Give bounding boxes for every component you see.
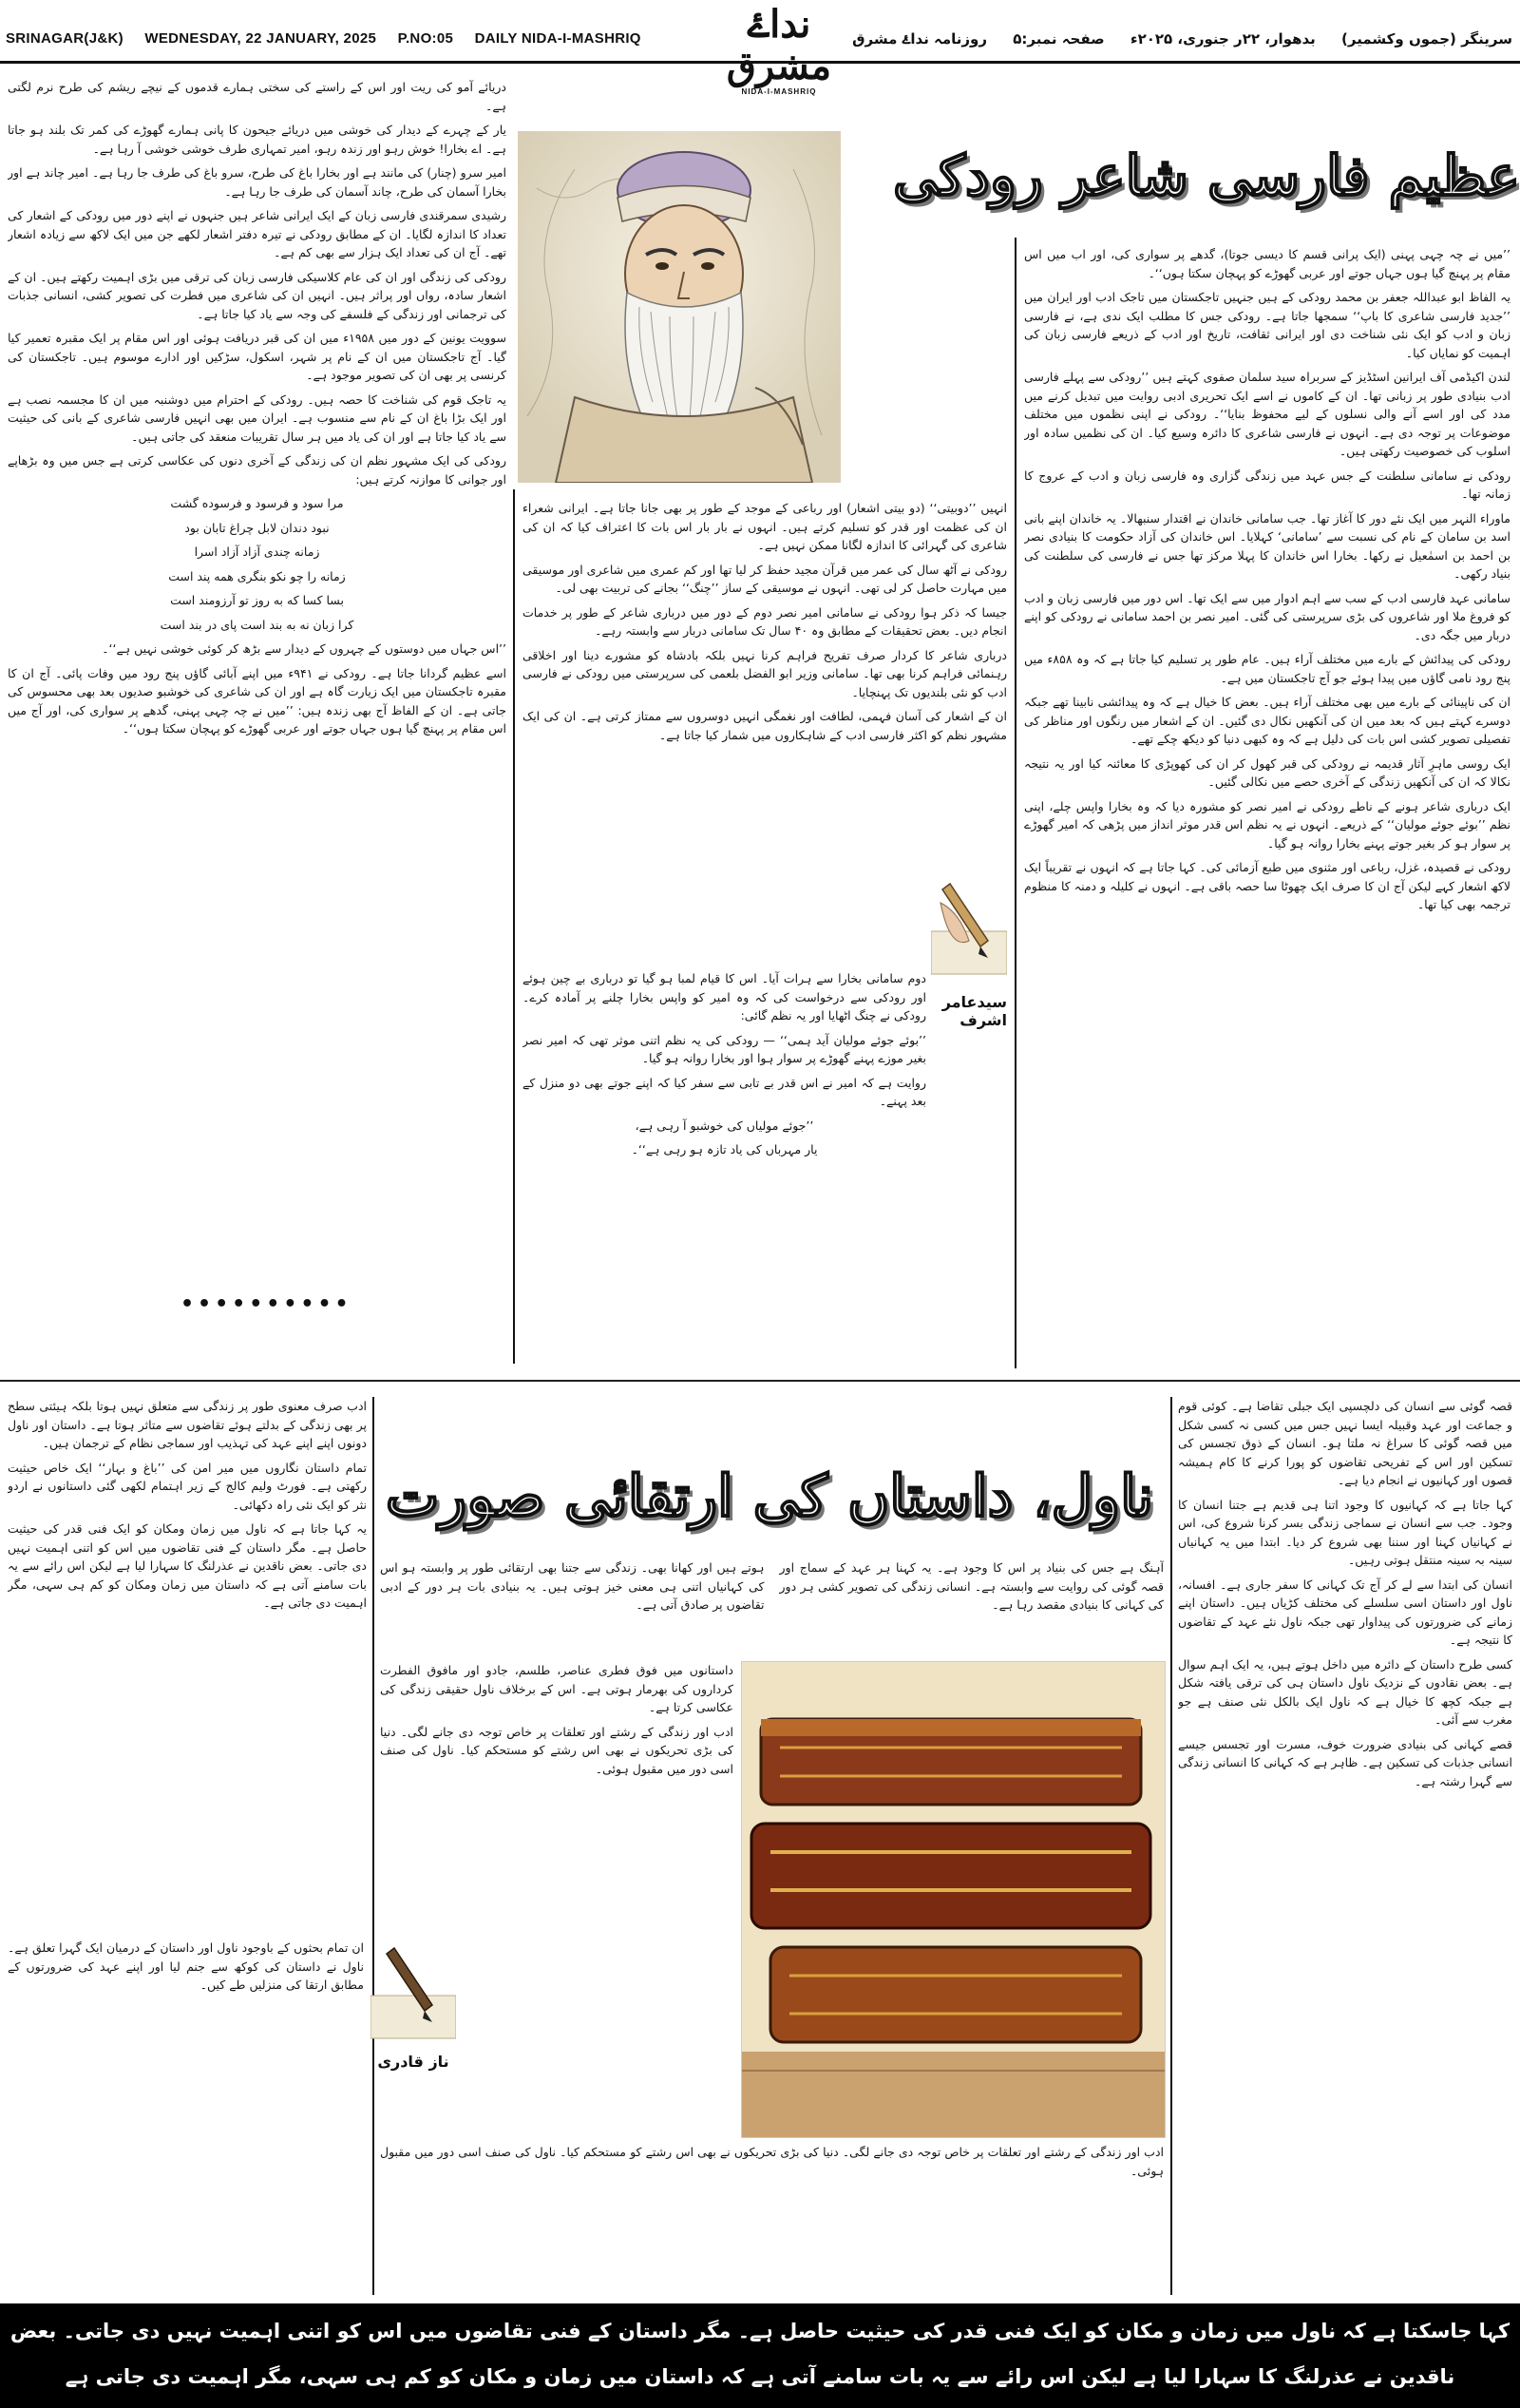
article1-author-byline: سیدعامر اشرف [941, 993, 1007, 1029]
old-books-illustration [742, 1662, 1165, 2137]
column-rule [513, 489, 515, 1364]
paragraph: یہ تاجک قوم کی شناخت کا حصہ ہیں۔ رودکی کے احترام میں دوشنبہ میں ان کا مجسمہ نصب ہے اور ایک بڑا باغ ان کے نام سے منسوب ہے۔ ایران میں بھی انہیں فارسی شاعری کے بانی کی حیثیت سے یاد کیا جاتا ہے اور ان کی یاد میں ہر سال تقریبات منعقد کی جاتی ہیں۔ [8, 392, 506, 444]
poem-line: مرا سود و فرسود و فرسوده گشت [170, 496, 344, 510]
pen-writing-icon [931, 874, 1007, 979]
bottom-pull-quote-banner [0, 2303, 1520, 2408]
paragraph: ادب اور زندگی کے رشتے اور تعلقات پر خاص توجہ دی جانے لگی۔ دنیا کی بڑی تحریکوں نے بھی اس رشتے کو مستحکم کیا۔ ناول کی صنف اسی دور میں مقبول ہوئی۔ [380, 2145, 1164, 2178]
paragraph: ادب اور زندگی کے رشتے اور تعلقات پر خاص توجہ دی جانے لگی۔ دنیا کی بڑی تحریکوں نے بھی اس رشتے کو مستحکم کیا۔ ناول کی صنف اسی دور میں مقبول ہوئی۔ [380, 1724, 733, 1776]
masthead-ur-paper: روزنامہ نداۓ مشرق [852, 30, 987, 48]
rudaki-portrait-image [518, 131, 841, 483]
article2-author-byline: ناز قادری [377, 2053, 449, 2071]
article1-column-right [1024, 245, 1510, 1366]
pen-writing-icon [370, 1939, 456, 2043]
article2-column-left [8, 1397, 367, 1929]
paragraph: روایت ہے کہ امیر نے اس قدر بے تابی سے سفر کیا کہ اپنے جوتے بھی دو منزل کے بعد پہنے۔ [522, 1075, 926, 1108]
article2-column-middle-bottom [380, 2143, 1164, 2295]
paragraph: یہ الفاظ ابو عبداللہ جعفر بن محمد رودکی کے ہیں جنہیں تاجکستان میں تاجک ادب اور ایران میں ’’جدید فارسی شاعری کا باپ‘‘ سمجھا جاتا ہے۔ رودکی جس کا مطلب ایک ندی ہے، نے فارسی زبان و ادب کو ایک نئی شناخت دی اور ایرانی ثقافت، تاریخ اور ادب کے ذریعے فارسی زبان کی اہمیت کو نمایاں کیا۔ [1024, 290, 1510, 360]
paragraph: رودکی نے آٹھ سال کی عمر میں قرآن مجید حفظ کر لیا تھا اور کم عمری میں شاعری اور موسیقی میں مہارت حاصل کر لی تھی۔ انہوں نے موسیقی کے ساز ’’چنگ‘‘ بجانے کی تربیت بھی لی۔ [522, 562, 1007, 595]
column-rule [1015, 238, 1016, 1368]
paragraph: رشیدی سمرقندی فارسی زبان کے ایک ایرانی شاعر ہیں جنہوں نے اپنے دور میں رودکی کے اشعار کی تعداد کا اندازہ لگایا۔ ان کے مطابق رودکی نے تیرہ دفتر اشعار لکھے جن میں ایک لاکھ سے زیادہ اشعار تھے۔ آج ان کی تعداد ایک ہزار سے بھی کم ہے۔ [8, 208, 506, 259]
paragraph: ان تمام بحثوں کے باوجود ناول اور داستان کے درمیان ایک گہرا تعلق ہے۔ ناول نے داستان کی کوکھ سے جنم لیا اور اپنے عہد کی ضرورتوں کے مطابق ارتقا کی منزلیں طے کیں۔ [8, 1940, 364, 1992]
paragraph: ہوتے ہیں اور کھانا بھی۔ زندگی سے جتنا بھی ارتقائی طور پر وابستہ ہو اس کی کہانیاں اتنی ہی معنی خیز ہوتی ہیں۔ یہ بنیادی بات ہر دور کے ادبی تقاضوں پر صادق آتی ہے۔ [380, 1560, 765, 1612]
masthead-ur-page: صفحہ نمبر:۵ [1013, 30, 1105, 48]
poem-line: یار مہرباں کی یاد تازہ ہو رہی ہے‘‘۔ [631, 1142, 818, 1156]
article2-column-middle-top [380, 1558, 1164, 1653]
masthead-ur-place: سرینگر (جموں وکشمیر) [1341, 30, 1512, 48]
paragraph: ادب صرف معنوی طور پر زندگی سے متعلق نہیں ہوتا بلکہ ہیئتی سطح پر بھی زندگی کے بدلتے ہوئے تقاضوں سے متاثر ہوتا ہے۔ داستان اور ناول دونوں اپنے اپنے عہد کی تہذیب اور سماجی نظام کے ترجمان ہیں۔ [8, 1399, 367, 1450]
poem-line: کرا زبان نه به بند است پای در بند است [160, 617, 354, 632]
section-divider [0, 1380, 1520, 1382]
paragraph: اسے عظیم گردانا جاتا ہے۔ رودکی نے ۹۴۱ء میں اپنے آبائی گاؤں پنج رود میں وفات پائی۔ آج ان کا مقبرہ تاجکستان میں ایک زیارت گاہ ہے اور ان کی شاعری کی خوشبو صدیوں بعد بھی محسوس کی جاتی ہے۔ ان کے الفاظ آج بھی زندہ ہیں: ’’میں نے چہ چہی پہنی، گدھے پر سواری کی، اور آج میں اس مقام پر پہنچ گیا ہوں جہاں جوتے اور عربی گھوڑے کو پہچان سکتا ہوں‘‘۔ [8, 665, 506, 736]
masthead-page: P.NO:05 [397, 30, 454, 47]
paragraph: ماوراء النہر میں ایک نئے دور کا آغاز تھا۔ جب سامانی خاندان نے اقتدار سنبھالا۔ یہ خاندان اپنے بانی اسد بن سامان کے نام کی نسبت سے ’سامانی‘ کہلایا۔ اس خاندان کی آزاد حکومت کا بنیادی نصر بن احمد بن اسمٰعیل نے رکھا۔ بخارا اس خاندان کا پہلا مرکز تھا جس نے فارسی کی سلطنت کی بنیاد رکھی۔ [1024, 510, 1510, 581]
newspaper-logo [722, 2, 836, 96]
article1-column-left [8, 78, 506, 1285]
paragraph: ایک روسی ماہرِ آثار قدیمہ نے رودکی کی قبر کھول کر ان کی کھوپڑی کا معائنہ کیا اور یہ نتیجہ نکالا کہ ان کی آنکھیں زندگی کے آخری حصے میں نکالی گئیں۔ [1024, 755, 1510, 789]
paragraph: قصے کہانی کی بنیادی ضرورت خوف، مسرت اور تجسس جیسے انسانی جذبات کی تسکین ہے۔ ظاہر ہے کہ کہانی کا انسانی زندگی سے گہرا رشتہ ہے۔ [1178, 1736, 1512, 1788]
paragraph: رودکی کی ایک مشہور نظم ان کی زندگی کے آخری دنوں کی عکاسی کرتی ہے جس میں وہ بڑھاپے اور جوانی کا موازنہ کرتے ہیں: [8, 453, 506, 487]
article2-column-right [1178, 1397, 1512, 2295]
paragraph: ’’میں نے چہ چہی پہنی (ایک پرانی قسم کا دیسی جوتا)، گدھے پر سواری کی، اور اب میں اس مقام پر پہنچ گیا ہوں جہاں جوتے اور عربی گھوڑے کو پہچان سکتا ہوں‘‘۔ [1024, 247, 1510, 280]
poem-line: ’’جوئے مولیاں کی خوشبو آ رہی ہے، [635, 1118, 814, 1133]
paragraph: قصہ گوئی سے انسان کی دلچسپی ایک جبلی تقاضا ہے۔ کوئی قوم و جماعت اور عہد وقبیلہ ایسا نہیں جس میں کسی نہ کسی شکل میں قصہ گوئی کا سراغ نہ ملتا ہو۔ انسان کے ذوق تجسس کی تسکین اور اس کے تفریحی تقاضوں کو پورا کرنے کا کام ہمیشہ قصوں اور کہانیوں نے انجام دیا ہے۔ [1178, 1399, 1512, 1487]
portrait-illustration [518, 131, 841, 483]
masthead-ur-date: بدھوار، ۲۲ر جنوری، ۲۰۲۵ء [1130, 30, 1316, 48]
paragraph: جیسا کہ ذکر ہوا رودکی نے سامانی امیر نصر دوم کے دور میں درباری شاعر کے طور پر خدمات انجام دیں۔ بعض تحقیقات کے مطابق وہ ۴۰ سال تک سامانی دربار سے وابستہ رہے۔ [522, 604, 1007, 638]
paragraph: انسان کی ابتدا سے لے کر آج تک کہانی کا سفر جاری ہے۔ افسانہ، ناول اور داستان اسی سلسلے کی مختلف کڑیاں ہیں۔ داستان اپنے زمانے کی ضرورتوں کی پیداوار تھی جبکہ ناول نئے عہد کے تقاضوں کا نتیجہ ہے۔ [1178, 1577, 1512, 1647]
paragraph: آہنگ ہے جس کی بنیاد پر اس کا وجود ہے۔ یہ کہنا ہر عہد کے سماج اور قصہ گوئی کی روایت سے وابستہ ہے۔ انسانی زندگی کی تصویر کشی ہر دور کی کہانی کا بنیادی مقصد رہا ہے۔ [779, 1560, 1164, 1612]
article1-column-middle-lower [522, 969, 926, 1349]
poem-line: نبود دندان لابل چراغ تابان بود [184, 520, 330, 535]
books-image [741, 1661, 1166, 2138]
paragraph: سامانی عہد فارسی ادب کے سب سے اہم ادوار میں سے ایک تھا۔ اس دور میں فارسی زبان و ادب کو فروغ ملا اور شاعروں کی بڑی سرپرستی کی گئی۔ امیر نصر بن احمد سامانی نے رودکی کو اپنے دربار میں جگہ دی۔ [1024, 590, 1510, 642]
masthead-place: SRINAGAR(J&K) [6, 30, 124, 47]
paragraph: رودکی کی پیدائش کے بارے میں مختلف آراء ہیں۔ عام طور پر تسلیم کیا جاتا ہے کہ وہ ۸۵۸ء میں پنج رود نامی گاؤں میں پیدا ہوئے جو آج تاجکستان میں ہے۔ [1024, 652, 1510, 685]
paragraph: تمام داستان نگاروں میں میر امن کی ’’باغ و بہار‘‘ ایک خاص حیثیت رکھتی ہے۔ فورٹ ولیم کالج کے زیر اہتمام لکھی گئی داستانوں نے اردو نثر کو ایک نئی راہ دکھائی۔ [8, 1460, 367, 1512]
paragraph: سوویت یونین کے دور میں ۱۹۵۸ء میں ان کی قبر دریافت ہوئی اور اس مقام پر ایک مقبرہ تعمیر کیا گیا۔ آج تاجکستان میں ان کے نام پر شہر، اسکول، سڑکیں اور ادارے موسوم ہیں۔ تاجکستان کی کرنسی پر بھی ان کی تصویر موجود ہے۔ [8, 331, 506, 382]
paragraph: داستانوں میں فوق فطری عناصر، طلسم، جادو اور مافوق الفطرت کرداروں کی بھرمار ہوتی ہے۔ اس کے برخلاف ناول حقیقی زندگی کی عکاسی کرتا ہے۔ [380, 1663, 733, 1714]
paragraph: ان کی ناپینائی کے بارے میں بھی مختلف آراء ہیں۔ بعض کا خیال ہے کہ وہ پیدائشی نابینا تھے جبکہ دوسرے کہتے ہیں کہ بعد میں ان کی آنکھیں نکال دی گئیں۔ ان کے اشعار میں رنگوں اور مناظر کی تفصیلی تصویر کشی اس بات کی دلیل ہے کہ وہ کبھی دنیا کو دیکھ چکے تھے۔ [1024, 695, 1510, 746]
paragraph: لندن اکیڈمی آف ایرانین اسٹڈیز کے سربراہ سید سلمان صفوی کہتے ہیں ’’رودکی سے پہلے فارسی ادب بنیادی طور پر زبانی تھا۔ ان کے کاموں نے اسے ایک تحریری ادبی روایت میں تبدیل کرنے میں مدد کی اور اسے آنے والی نسلوں کے لیے محفوظ بنایا‘‘۔ رودکی نے اپنی نظموں میں مختلف موضوعات پر توجہ دی ہے۔ انہوں نے فارسی شاعری کا دائرہ وسیع کیا۔ ان کی نظمیں سادہ اور اسلوب کی خصوصیت رکھتی ہیں۔ [1024, 370, 1510, 458]
paragraph: رودکی نے قصیدہ، غزل، رباعی اور مثنوی میں طبع آزمائی کی۔ کہا جاتا ہے کہ انہوں نے تقریباً ایک لاکھ اشعار کہے لیکن آج ان کا صرف ایک چھوٹا سا حصہ باقی ہے۔ انہوں نے کلیلہ و دمنہ کا منظوم ترجمہ بھی کیا تھا۔ [1024, 860, 1510, 911]
poem-line: بسا کسا که به روز تو آرزومند است [170, 593, 344, 607]
column-rule [1170, 1397, 1172, 2295]
article2-headline: ناول، داستاں کی ارتقائی صورت [385, 1463, 1154, 1530]
paragraph: رودکی نے سامانی سلطنت کے جس عہد میں زندگی گزاری وہ فارسی زبان و ادب کے عروج کا زمانہ تھا۔ [1024, 468, 1510, 501]
poem-line: زمانه را چو نکو بنگری همه پند است [168, 568, 346, 583]
column-rule [372, 1397, 374, 2295]
masthead-urdu [831, 30, 1512, 48]
paragraph: ’’اس جہاں میں دوستوں کے چہروں کے دیدار سے بڑھ کر کوئی خوشی نہیں ہے‘‘۔ [102, 641, 506, 656]
paragraph: کسی طرح داستان کے دائرہ میں داخل ہوتے ہیں، یہ ایک اہم سوال ہے۔ بعض نقادوں کے نزدیک ناول داستان ہی کی ترقی یافتہ شکل ہے جبکہ کچھ کا خیال ہے کہ ناول ایک بالکل نئی صنف ہے جو مغرب سے آئی۔ [1178, 1656, 1512, 1727]
paragraph: ان کے اشعار کی آسان فہمی، لطافت اور نغمگی انہیں دوسروں سے ممتاز کرتی ہے۔ ان کی ایک مشہور نظم کو اکثر فارسی ادب کے شاہکاروں میں شمار کیا جاتا ہے۔ [522, 709, 1007, 742]
paragraph: دوم سامانی بخارا سے ہرات آیا۔ اس کا قیام لمبا ہو گیا تو درباری بے چین ہوئے اور رودکی سے درخواست کی کہ وہ امیر کو واپس بخارا چلنے پر آمادہ کرے۔ رودکی نے چنگ اٹھایا اور یہ نظم گائی: [522, 971, 926, 1022]
paragraph: درباری شاعر کا کردار صرف تفریح فراہم کرنا نہیں بلکہ بادشاہ کو مشورے دینا اور اخلاقی رہنمائی فراہم کرنا بھی تھا۔ سامانی وزیر ابو الفضل بلعمی کی سرپرستی میں رودکی نے فارسی ادب کو نئی بلندیوں تک پہنچایا۔ [522, 647, 1007, 699]
masthead-paper: DAILY NIDA-I-MASHRIQ [474, 30, 641, 47]
paragraph: رودکی کی زندگی اور ان کی عام کلاسیکی فارسی زبان کی ترقی میں بڑی اہمیت رکھتے ہیں۔ ان کے اشعار سادہ، رواں اور پراثر ہیں۔ انہیں ان کی شاعری میں فطرت کی تصویر کشی، انسانی جذبات کی ترجمانی اور زندگی کے فلسفے کی وجہ سے یاد کیا جاتا ہے۔ [8, 269, 506, 321]
logo-text: نداۓ مشرق [726, 2, 832, 88]
masthead-date: WEDNESDAY, 22 JANUARY, 2025 [144, 30, 377, 47]
article2-column-left-lower [8, 1939, 364, 2290]
logo-subtext: NIDA-I-MASHRIQ [741, 87, 817, 96]
paragraph: امیر سرو (چنار) کی مانند ہے اور بخارا باغ کی طرح، سرو باغ کی طرف جا رہا ہے۔ امیر چاند ہے اور بخارا آسمان کی طرح، چاند آسمان کی طرف جا رہا ہے۔ [8, 165, 506, 199]
paragraph: انہیں ’’دوبیتی‘‘ (دو بیتی اشعار) اور رباعی کے موجد کے طور پر بھی جانا جاتا ہے۔ ایرانی شعراء ان کی عظمت اور قدر کو تسلیم کرتے ہیں۔ انہوں نے بار بار اس بات کا اعتراف کیا کہ ان کی شاعری کی گہرائی کا اندازہ لگانا ممکن نہیں ہے۔ [522, 501, 1007, 552]
paragraph: دریائے آمو کی ریت اور اس کے راستے کی سختی ہمارے قدموں کے نیچے ریشم کی طرح نرم لگتی ہے۔ [8, 80, 506, 113]
paragraph: ’’بوئے جوئے مولیان آید ہمی‘‘ — رودکی کی یہ نظم اتنی موثر تھی کہ امیر نصر بغیر موزے پہنے گھوڑے پر سوار ہوا اور بخارا روانہ ہو گیا۔ [522, 1032, 926, 1065]
paragraph: یہ کہا جاتا ہے کہ ناول میں زمان ومکان کو ایک فنی قدر کی حیثیت حاصل ہے۔ مگر داستان کے فنی تقاضوں میں اس کو اتنی اہمیت نہیں دی جاتی۔ بعض ناقدین نے عذرلنگ کا سہارا لیا ہے لیکن اس رائے سے یہ بات سامنے آتی ہے کہ داستان میں زمان ومکان کو کم ہی سہی، مگر اہمیت دی جاتی ہے۔ [8, 1521, 367, 1610]
masthead-english [6, 30, 658, 47]
poem-line: زمانه چندی آزاد آزاد اسرا [194, 545, 320, 559]
paragraph: ایک درباری شاعر ہونے کے ناطے رودکی نے امیر نصر کو مشورہ دیا کہ وہ بخارا واپس چلے، اپنی نظم ’’بوئے جوئے مولیان‘‘ کے ذریعے۔ انہوں نے یہ نظم اس قدر موثر انداز میں پڑھی کہ امیر گھوڑے پر سوار ہو کر بغیر جوتے پہنے بخارا روانہ ہو گیا۔ [1024, 798, 1510, 850]
paragraph: یار کے چہرے کے دیدار کی خوشی میں دریائے جیحون کا پانی ہمارے گھوڑے کی کمر تک بلند ہو جاتا ہے۔ اے بخارا! خوش رہو اور زندہ رہو، امیر تمہاری طرف خوشی خوشی آ رہا ہے۔ [8, 123, 506, 156]
article1-headline: عظیم فارسی شاعر رودکی [893, 143, 1520, 208]
banner-line-1: کہا جاسکتا ہے کہ ناول میں زمان و مکان کو ایک فنی قدر کی حیثیت حاصل ہے۔ مگر داستان کے فنی تقاضوں میں اس کو اتنی اہمیت نہیں دی جاتی۔ بعض [10, 2320, 1510, 2342]
paragraph: کہا جاتا ہے کہ کہانیوں کا وجود اتنا ہی قدیم ہے جتنا انسان کا وجود۔ جب سے انسان نے سماجی زندگی بسر کرنا شروع کی، اس نے کہانیاں کہنا اور سننا بھی شروع کر دیا۔ ابتدا میں یہ کہانیاں سینہ بہ سینہ منتقل ہوتی رہیں۔ [1178, 1497, 1512, 1567]
masthead [0, 0, 1520, 96]
banner-line-2: ناقدین نے عذرلنگ کا سہارا لیا ہے لیکن اس رائے سے یہ بات سامنے آتی ہے کہ داستان میں زمان و مکان کو کم ہی سہی، مگر اہمیت دی جاتی ہے [65, 2365, 1455, 2388]
article-end-dots: •••••••••• [180, 1292, 352, 1316]
